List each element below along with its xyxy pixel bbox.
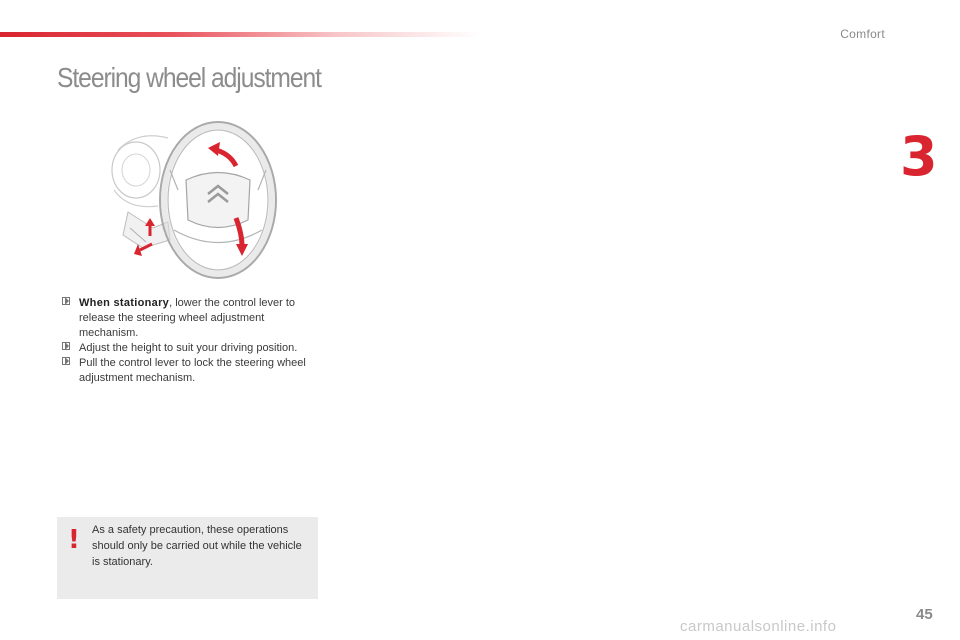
- instruction-step: [62, 341, 324, 356]
- checkbox-bullet-icon: [62, 297, 70, 305]
- instruction-text: , lower the control lever to release the steering wheel adjustment mechanism.: [79, 297, 296, 339]
- page-number: 45: [916, 606, 933, 623]
- section-name: Comfort: [840, 27, 885, 41]
- instruction-list: [62, 296, 324, 386]
- warning-text: As a safety precaution, these operations should only be carried out while the vehicle is stationary.: [92, 524, 302, 568]
- watermark: carmanualsonline.info: [680, 618, 837, 635]
- checkbox-bullet-icon: [62, 357, 70, 365]
- header-accent-bar: [0, 32, 480, 37]
- instruction-text: Pull the control lever to lock the steering wheel adjustment mechanism.: [79, 357, 306, 384]
- page-title: Steering wheel adjustment: [57, 62, 321, 93]
- instruction-step: [62, 296, 324, 341]
- instruction-step: [62, 356, 324, 386]
- instruction-text: Adjust the height to suit your driving position.: [79, 342, 298, 354]
- steering-wheel-illustration: [108, 110, 288, 282]
- warning-box: [57, 517, 318, 599]
- checkbox-bullet-icon: [62, 342, 70, 350]
- instruction-bold: When stationary: [79, 297, 170, 309]
- warning-exclamation-icon: !: [68, 525, 80, 555]
- chapter-number: 3: [900, 125, 938, 188]
